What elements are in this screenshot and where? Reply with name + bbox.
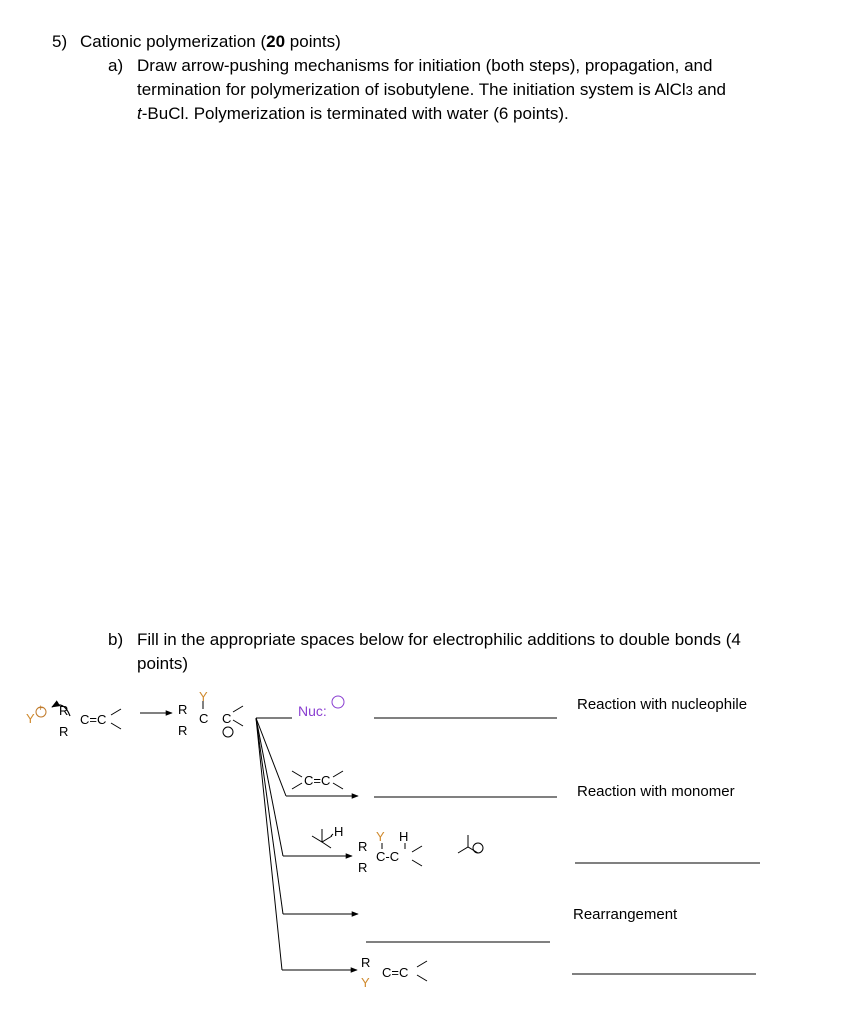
elim-alkene: C=C <box>382 965 409 980</box>
electrophile-plus: + <box>38 703 44 713</box>
r-group-bottom-1: R <box>59 724 69 739</box>
elim-r: R <box>361 955 371 970</box>
product-r-top: R <box>358 839 368 854</box>
nuc-minus-circle <box>332 696 344 708</box>
part-a-line1: Draw arrow-pushing mechanisms for initiation (both steps), propagation, and <box>137 56 713 75</box>
part-a-line2-subscript: 3 <box>685 83 693 98</box>
product-y: Y <box>376 829 385 844</box>
r-group-top-1: R <box>59 703 69 718</box>
isobutane-skeleton <box>312 829 333 848</box>
product-h: H <box>399 829 409 844</box>
alkene-substituents <box>111 709 121 729</box>
cation-c1: C <box>199 711 209 726</box>
part-a-line3-text: -BuCl. Polymerization is terminated with water (6 points). <box>141 104 569 123</box>
cation-y: Y <box>199 689 208 704</box>
question-number: 5) <box>52 32 68 51</box>
hydride-h: H <box>334 824 344 839</box>
electrophile-y: Y <box>26 711 35 726</box>
title-prefix: Cationic polymerization ( <box>80 32 267 51</box>
title-points: 20 <box>266 32 286 51</box>
product-c-c: C-C <box>376 849 400 864</box>
alkene-1: C=C <box>80 712 107 727</box>
branch-lines <box>256 718 290 970</box>
label-monomer: Reaction with monomer <box>577 783 735 800</box>
r-group-top-2: R <box>178 702 188 717</box>
part-b-letter: b) <box>108 630 124 649</box>
tert-butyl-plus-circle <box>473 843 483 853</box>
part-b-line2: points) <box>137 654 189 673</box>
monomer: C=C <box>304 773 331 788</box>
cation-plus-circle <box>223 727 233 737</box>
part-a-line2-suffix: and <box>692 80 726 99</box>
r-group-bottom-2: R <box>178 723 188 738</box>
cation-c2: C <box>222 711 232 726</box>
product-r-bottom: R <box>358 860 368 875</box>
label-rearrangement: Rearrangement <box>573 906 678 923</box>
part-a-letter: a) <box>108 56 124 75</box>
elimination-bonds <box>417 961 427 981</box>
label-nucleophile: Reaction with nucleophile <box>577 696 748 713</box>
part-b-line1: Fill in the appropriate spaces below for electrophilic additions to double bonds (4 <box>137 630 741 649</box>
part-a-line3-italic: t <box>137 104 142 123</box>
elim-y: Y <box>361 975 370 990</box>
title-suffix: points) <box>285 32 341 51</box>
nucleophile: Nuc: <box>298 703 327 719</box>
part-a-line2-text: termination for polymerization of isobutylene. The initiation system is AlCl <box>137 80 686 99</box>
